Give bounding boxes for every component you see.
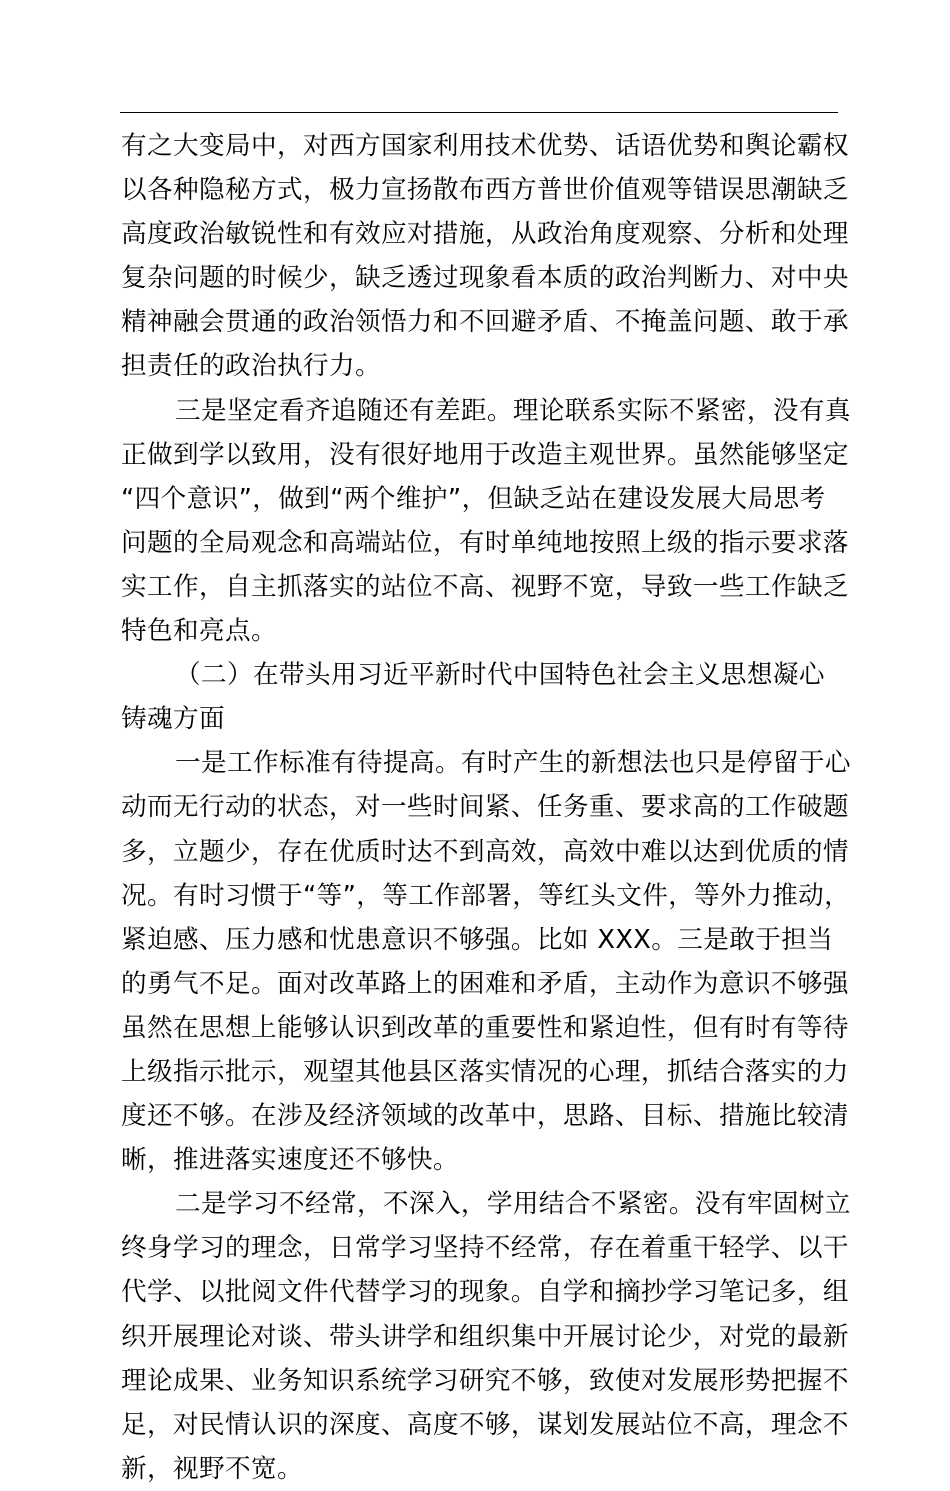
paragraph-political-capability xyxy=(121,124,849,389)
text-line: 复杂问题的时候少，缺乏透过现象看本质的政治判断力、对中央 xyxy=(121,263,849,294)
section-heading xyxy=(121,653,837,741)
text-line: 度还不够。在涉及经济领域的改革中，思路、目标、措施比较清 xyxy=(121,1101,849,1132)
text-line: 多，立题少，存在优质时达不到高效，高效中难以达到优质的情 xyxy=(121,836,849,867)
header-rule xyxy=(120,112,838,113)
text-line: “四个意识”，做到“两个维护”，但缺乏站在建设发展大局思考 xyxy=(121,483,826,514)
text-line: 虽然在思想上能够认识到改革的重要性和紧迫性，但有时有等待 xyxy=(121,1012,849,1043)
text-line: 特色和亮点。 xyxy=(121,616,277,647)
text-line: 精神融会贯通的政治领悟力和不回避矛盾、不掩盖问题、敢于承 xyxy=(121,307,849,338)
text-line: 的勇气不足。面对改革路上的困难和矛盾，主动作为意识不够强 xyxy=(121,968,849,999)
text-line: 终身学习的理念，日常学习坚持不经常，存在着重干轻学、以干 xyxy=(121,1233,849,1264)
text-line: 实工作，自主抓落实的站位不高、视野不宽，导致一些工作缺乏 xyxy=(121,571,849,602)
text-line: 况。有时习惯于“等”，等工作部署，等红头文件，等外力推动， xyxy=(121,880,851,911)
text-line: 晰，推进落实速度还不够快。 xyxy=(121,1145,459,1176)
heading-line: （二）在带头用习近平新时代中国特色社会主义思想凝心 xyxy=(175,660,825,691)
text-line: 一是工作标准有待提高。有时产生的新想法也只是停留于心 xyxy=(175,748,851,779)
text-line: 担责任的政治执行力。 xyxy=(121,351,381,382)
paragraph-learning xyxy=(121,1182,851,1491)
document-body xyxy=(121,124,851,1491)
text-line: 动而无行动的状态，对一些时间紧、任务重、要求高的工作破题 xyxy=(121,792,849,823)
text-line: 三是坚定看齐追随还有差距。理论联系实际不紧密，没有真 xyxy=(175,395,851,426)
text-line: 代学、以批阅文件代替学习的现象。自学和摘抄学习笔记多，组 xyxy=(121,1277,849,1308)
text-line: 二是学习不经常，不深入，学用结合不紧密。没有牢固树立 xyxy=(175,1189,851,1220)
text-line: 高度政治敏锐性和有效应对措施，从政治角度观察、分析和处理 xyxy=(121,219,849,250)
text-line: 紧迫感、压力感和忧患意识不够强。比如 XXX。三是敢于担当 xyxy=(121,924,834,955)
text-line: 理论成果、业务知识系统学习研究不够，致使对发展形势把握不 xyxy=(121,1365,849,1396)
paragraph-work-standards xyxy=(121,741,851,1182)
text-line: 新，视野不宽。 xyxy=(121,1453,303,1484)
text-line: 问题的全局观念和高端站位，有时单纯地按照上级的指示要求落 xyxy=(121,527,849,558)
text-line: 以各种隐秘方式，极力宣扬散布西方普世价值观等错误思潮缺乏 xyxy=(121,175,849,206)
paragraph-alignment-gap xyxy=(121,389,851,654)
text-line: 有之大变局中，对西方国家利用技术优势、话语优势和舆论霸权 xyxy=(121,131,849,161)
text-line: 正做到学以致用，没有很好地用于改造主观世界。虽然能够坚定 xyxy=(121,439,849,470)
text-line: 上级指示批示，观望其他县区落实情况的心理，抓结合落实的力 xyxy=(121,1056,849,1087)
text-line: 足，对民情认识的深度、高度不够，谋划发展站位不高，理念不 xyxy=(121,1409,849,1440)
heading-line: 铸魂方面 xyxy=(121,704,225,735)
text-line: 织开展理论对谈、带头讲学和组织集中开展讨论少，对党的最新 xyxy=(121,1321,849,1352)
